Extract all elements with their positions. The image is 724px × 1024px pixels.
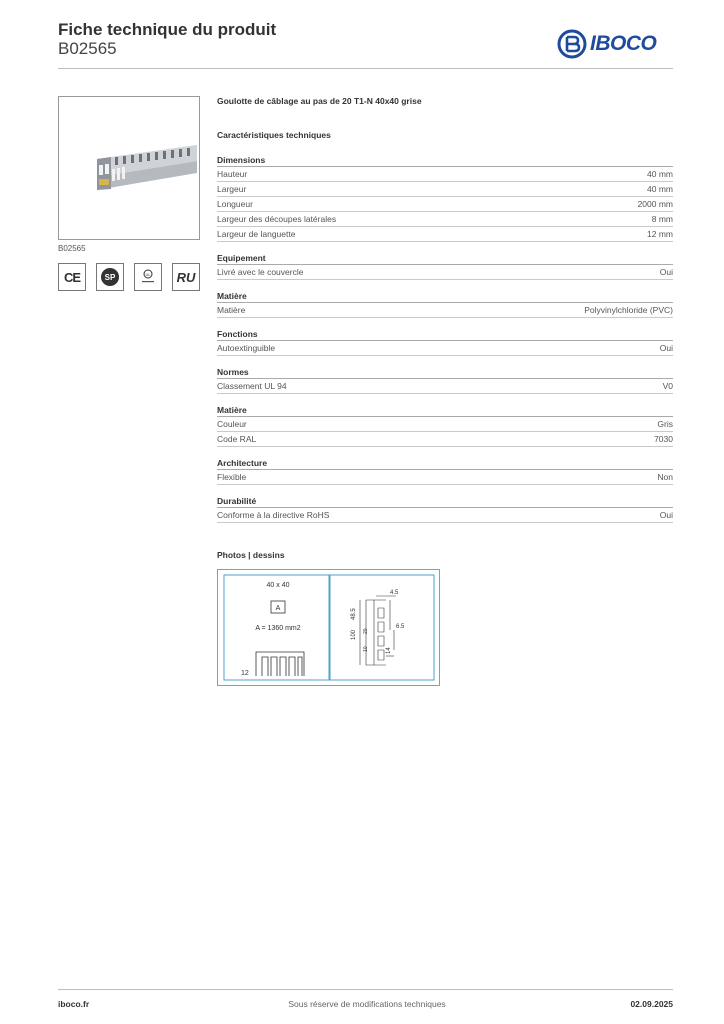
spec-row	[217, 470, 673, 485]
spec-label: Autoextinguible	[217, 343, 276, 353]
spec-value: Oui	[659, 510, 673, 520]
spec-value: 12 mm	[647, 229, 673, 239]
dim-6-5: 6.5	[396, 624, 405, 630]
section-title: Normes	[217, 366, 673, 379]
spec-value: Gris	[657, 419, 673, 429]
spec-value: 2000 mm	[637, 199, 673, 209]
photos-heading: Photos | dessins	[217, 550, 285, 560]
spec-label: Largeur	[217, 184, 247, 194]
spec-row	[217, 197, 673, 212]
drawing-area-label: A = 1360 mm2	[255, 625, 301, 632]
ce-mark	[58, 263, 86, 291]
ul-mark	[134, 263, 162, 291]
ul-mark-label: UL	[145, 272, 151, 277]
product-image-caption: B02565	[58, 244, 86, 253]
section-functions	[217, 328, 673, 356]
iboco-logo-icon	[557, 29, 587, 59]
product-image	[58, 96, 200, 240]
section-title: Durabilité	[217, 495, 673, 508]
csa-mark-label: SP	[104, 273, 116, 282]
spec-value: Oui	[659, 343, 673, 353]
spec-label: Largeur de languette	[217, 229, 296, 239]
spec-row	[217, 341, 673, 356]
specification-panel	[217, 96, 673, 523]
product-name: Goulotte de câblage au pas de 20 T1-N 40x40 grise	[217, 96, 422, 106]
section-title: Dimensions	[217, 154, 673, 167]
spec-label: Couleur	[217, 419, 247, 429]
section-title: Equipement	[217, 252, 673, 265]
ce-mark-label: CE	[63, 269, 81, 285]
section-durability	[217, 495, 673, 523]
section-title: Fonctions	[217, 328, 673, 341]
spec-label: Matière	[217, 305, 246, 315]
cable-duct-image	[59, 97, 199, 239]
drawing-symbol: A	[275, 605, 281, 612]
dim-10: 10	[363, 646, 369, 652]
spec-row	[217, 432, 673, 447]
section-dimensions	[217, 154, 673, 242]
spec-label: Classement UL 94	[217, 381, 287, 391]
section-material	[217, 290, 673, 318]
spec-row	[217, 182, 673, 197]
spec-label: Code RAL	[217, 434, 257, 444]
spec-value: Non	[657, 472, 673, 482]
spec-row	[217, 417, 673, 432]
ul-icon	[137, 266, 159, 288]
product-code: B02565	[58, 39, 117, 58]
section-material-color	[217, 404, 673, 447]
spec-row	[217, 303, 673, 318]
spec-row	[217, 508, 673, 523]
section-standards	[217, 366, 673, 394]
footer-date: 02.09.2025	[630, 999, 673, 1009]
spec-label: Hauteur	[217, 169, 248, 179]
brand-logo[interactable]	[557, 28, 656, 60]
section-architecture	[217, 457, 673, 485]
section-title: Matière	[217, 290, 673, 303]
spec-value: 40 mm	[647, 169, 673, 179]
dim-20: 20	[363, 628, 369, 634]
header-divider	[58, 68, 673, 69]
spec-label: Longueur	[217, 199, 253, 209]
section-equipment	[217, 252, 673, 280]
csa-mark	[96, 263, 124, 291]
spec-row	[217, 265, 673, 280]
spec-row	[217, 167, 673, 182]
dim-100: 100	[351, 629, 357, 640]
drawing-svg	[218, 570, 439, 685]
spec-value: 40 mm	[647, 184, 673, 194]
csa-icon	[99, 266, 121, 288]
drawing-tongue-label: 12	[241, 670, 249, 677]
footer-divider	[58, 989, 673, 990]
section-title: Matière	[217, 404, 673, 417]
technical-drawing[interactable]	[217, 569, 440, 686]
spec-label: Flexible	[217, 472, 247, 482]
spec-row	[217, 212, 673, 227]
dim-48-5: 48.5	[351, 608, 357, 620]
spec-value: Oui	[659, 267, 673, 277]
spec-value: V0	[662, 381, 673, 391]
dim-14: 14	[386, 647, 392, 654]
spec-row	[217, 227, 673, 242]
footer-website-link[interactable]: iboco.fr	[58, 999, 90, 1009]
drawing-size-label: 40 x 40	[266, 582, 290, 589]
spec-value: 7030	[654, 434, 673, 444]
spec-label: Livré avec le couvercle	[217, 267, 304, 277]
logo-wordmark: IBOCO	[590, 32, 657, 55]
spec-value: Polyvinylchloride (PVC)	[584, 305, 673, 315]
spec-value: 8 mm	[651, 214, 673, 224]
page-title: Fiche technique du produit	[58, 20, 277, 39]
duct-profile-icon	[256, 652, 304, 676]
spec-label: Conforme à la directive RoHS	[217, 510, 330, 520]
spec-row	[217, 379, 673, 394]
dim-4-5: 4.5	[390, 590, 399, 596]
ur-mark	[172, 263, 200, 291]
footer-disclaimer: Sous réserve de modifications techniques	[288, 999, 446, 1009]
technical-characteristics-heading: Caractéristiques techniques	[217, 130, 331, 140]
section-title: Architecture	[217, 457, 673, 470]
ur-mark-label: RU	[176, 269, 196, 285]
spec-label: Largeur des découpes latérales	[217, 214, 337, 224]
